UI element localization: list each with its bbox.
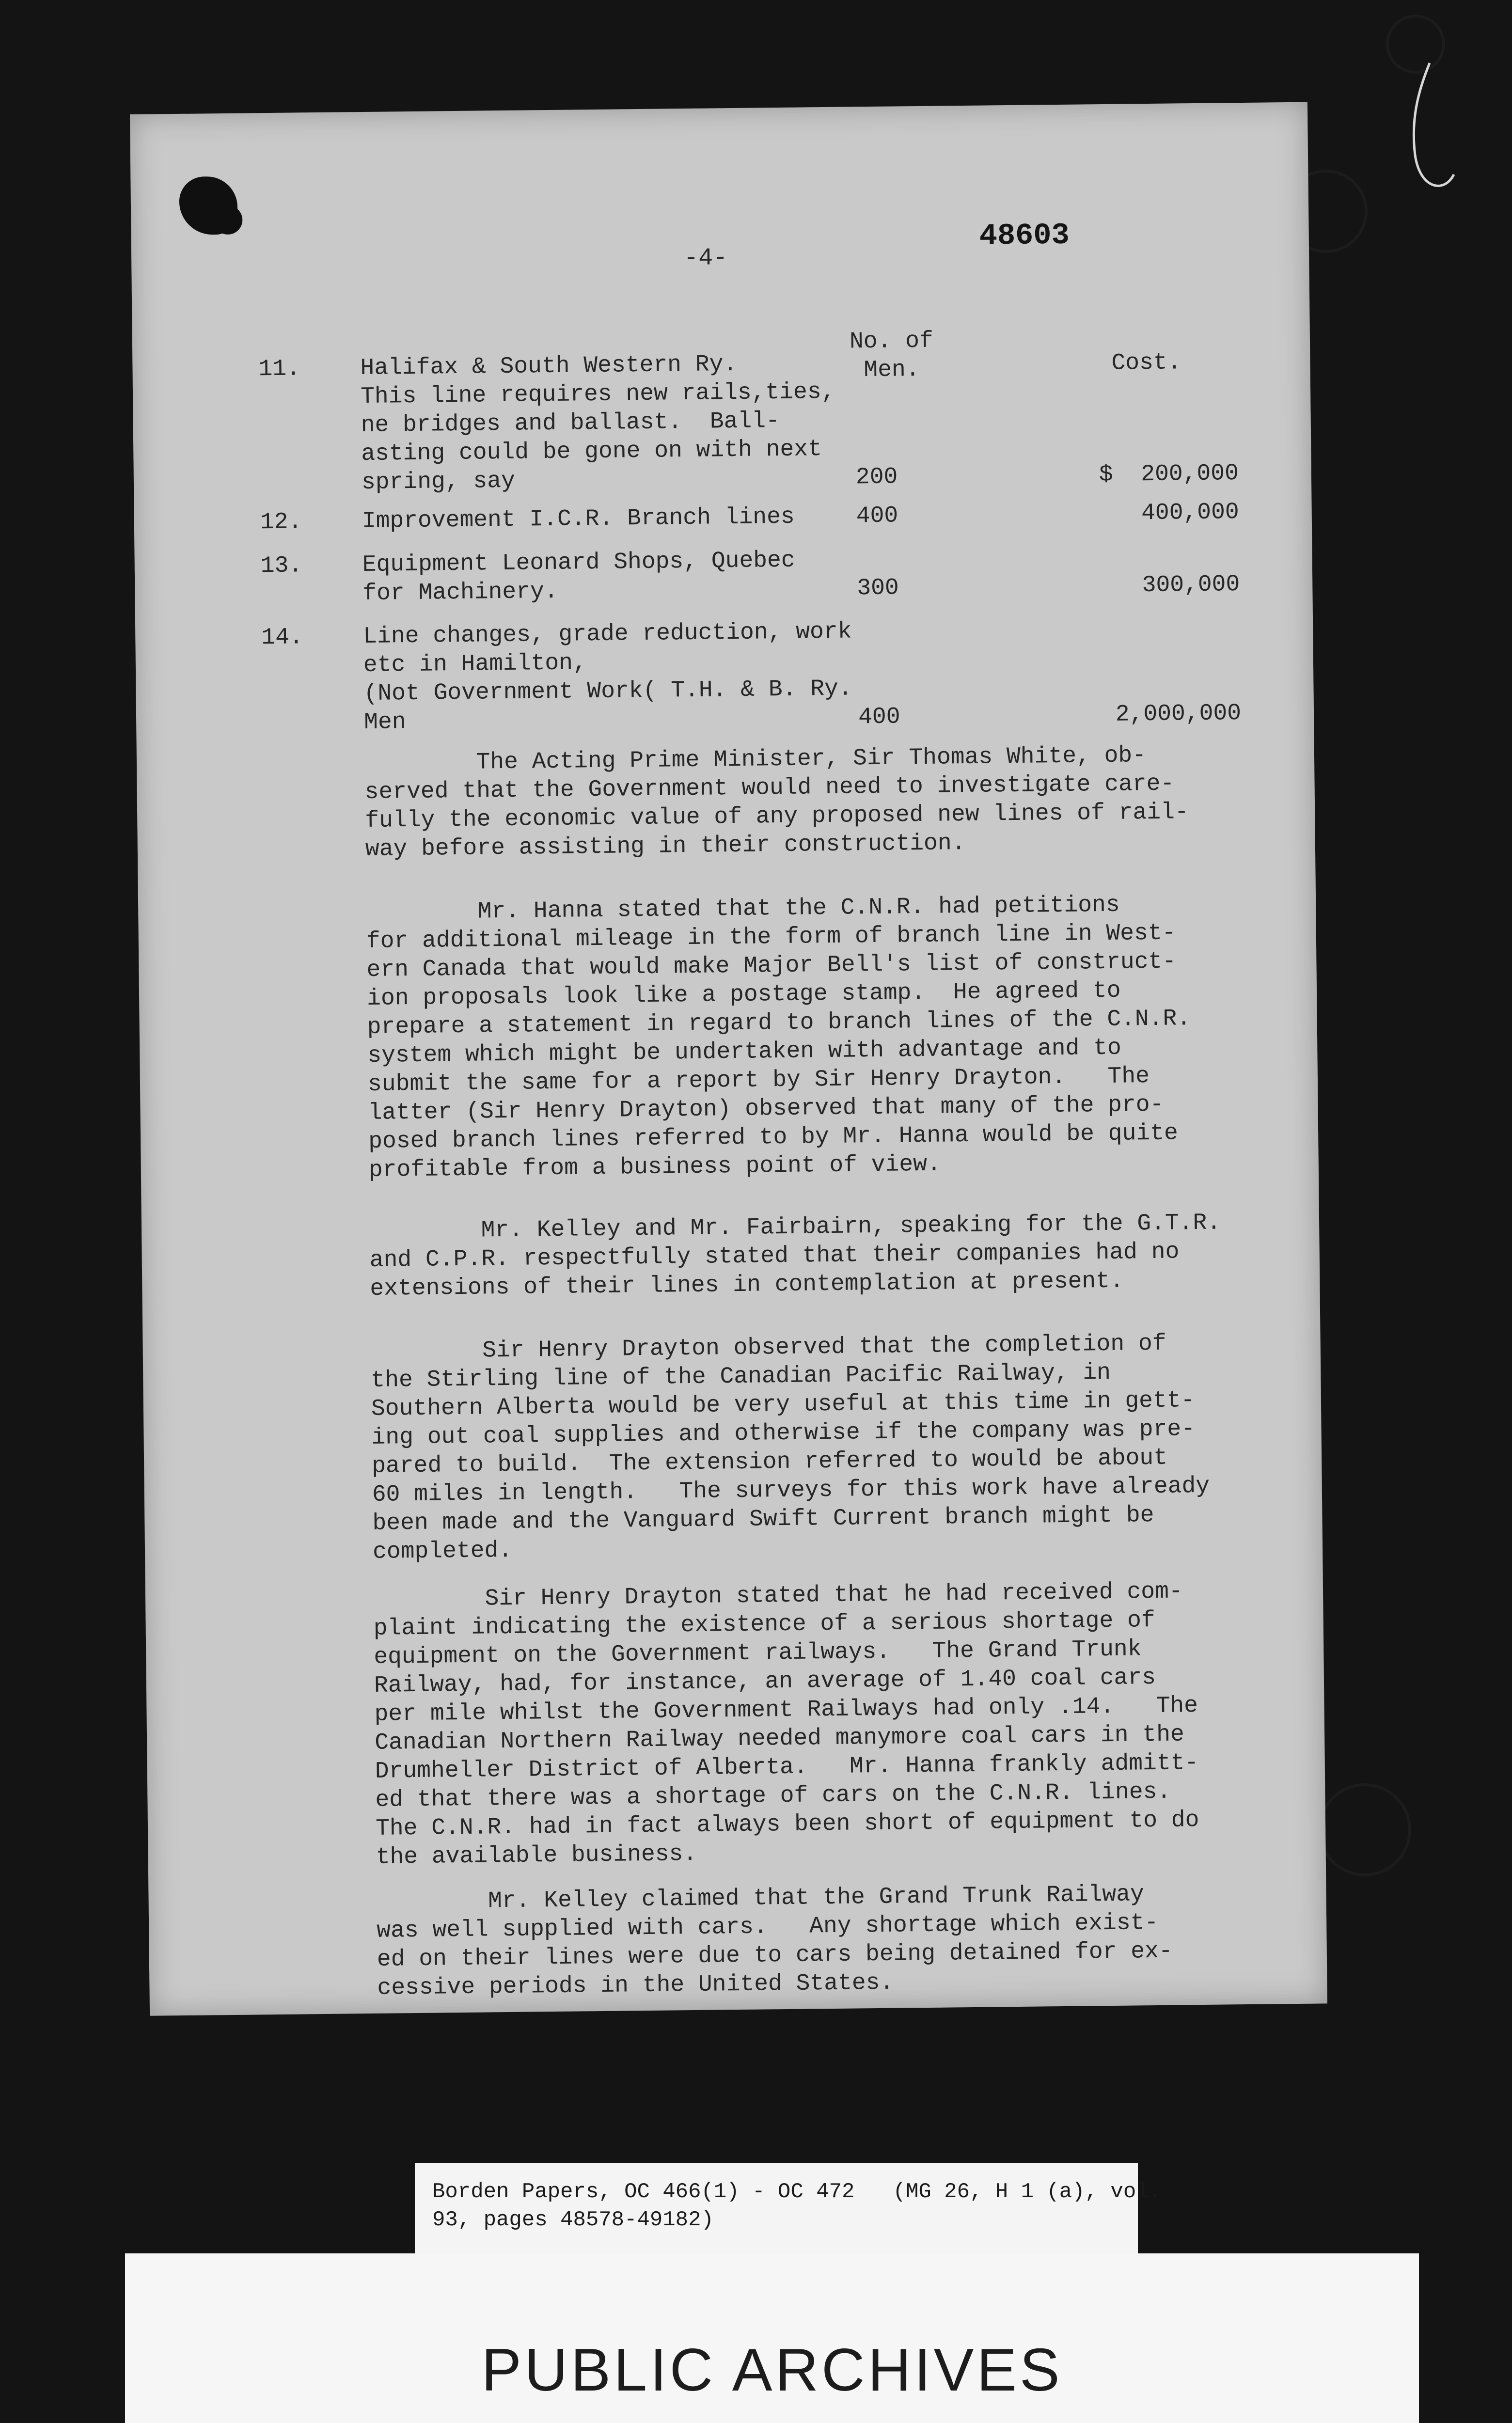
item-men: 200 [855,464,898,491]
item-men: 400 [858,704,900,731]
paragraph: The Acting Prime Minister, Sir Thomas White, ob- served that the Government would need to investigate care- fully the economic value of any proposed new lines of rail- way before assisting in their construction. [364,742,1189,863]
item-men: 400 [856,503,898,530]
source-label [415,2163,1162,2258]
paragraph: Mr. Hanna stated that the C.N.R. had petitions for additional mileage in the form of branch line in West- ern Canada that would make Major Bell's list of construct- ion proposals look like a postage stamp. He agreed to prepare a statement in regard to branch lines of the C.N.R. system which might be undertaken with advantage and to submit the same for a report by Sir Henry Drayton. The latter (Sir Henry Drayton) observed that many of the pro- posed branch lines referred to by Mr. Hanna would be quite profitable from a business point of view. [366,892,1191,1183]
item-number: 14. [261,624,304,651]
item-description: Equipment Leonard Shops, Quebec for Machinery. [362,547,795,607]
item-cost: 2,000,000 [1115,700,1242,728]
item-cost: 400,000 [1141,499,1240,527]
film-scratch-mark [1401,58,1459,204]
document-page [130,102,1327,2016]
item-description: Line changes, grade reduction, work etc in Hamilton, (Not Government Work( T.H. & B. Ry. Men [363,618,852,736]
paragraph: Mr. Kelley claimed that the Grand Trunk Railway was well supplied with cars. Any shortage which exist- ed on their lines were due to cars being detained for ex- cessive periods in the United States. [376,1881,1173,2001]
table-header-cost: Cost. [1111,349,1181,377]
item-description: Halifax & South Western Ry. This line requires new rails,ties, ne bridges and ballast. Ball- asting could be gone on with next spring, say [360,351,835,496]
item-number: 13. [260,552,303,580]
paragraph: Mr. Kelley and Mr. Fairbairn, speaking for the G.T.R. and C.P.R. respectfully stated that their companies had no extensions of their lines in contemplation at present. [369,1210,1221,1302]
document-number: 48603 [979,218,1070,253]
paragraph: Sir Henry Drayton stated that he had received com- plaint indicating the existence of a serious shortage of equipment on the Government railways. The Grand Trunk Railway, had, for instance, an average of 1.40 coal cars per mile whilst the Government Railways had only .14. The Canadian Northern Railway needed manymore coal cars in the Drumheller District of Alberta. Mr. Hanna frankly admitt- ed that there was a shortage of cars on the C.N.R. lines. The C.N.R. had in fact always been short of equipment to do the available business. [373,1578,1199,1871]
item-number: 12. [260,509,302,536]
page-marker: -4- [683,244,728,273]
item-description: Improvement I.C.R. Branch lines [362,503,795,535]
film-artifact [1318,1783,1411,1876]
ink-blot [179,176,237,235]
table-header-men: No. of Men. [849,328,934,384]
item-cost: 300,000 [1142,571,1240,599]
item-cost: $ 200,000 [1099,460,1239,488]
source-label-text: Borden Papers, OC 466(1) - OC 472 (MG 26, H 1 (a), vol. 93, pages 48578-49182) [432,2180,1162,2232]
archive-title-english: PUBLIC ARCHIVES [481,2337,1063,2404]
item-number: 11. [258,356,301,383]
paragraph: Sir Henry Drayton observed that the completion of the Stirling line of the Canadian Pacific Railway, in Southern Alberta would be very useful at this time in gett- ing out coal supplies and otherwise if the company was pre- pared to build. The extension referred to would be about 60 miles in length. The surveys for this work have already been made and the Vanguard Swift Current branch might be completed. [370,1330,1210,1565]
item-men: 300 [857,575,899,602]
archive-stamp [125,2253,1419,2423]
